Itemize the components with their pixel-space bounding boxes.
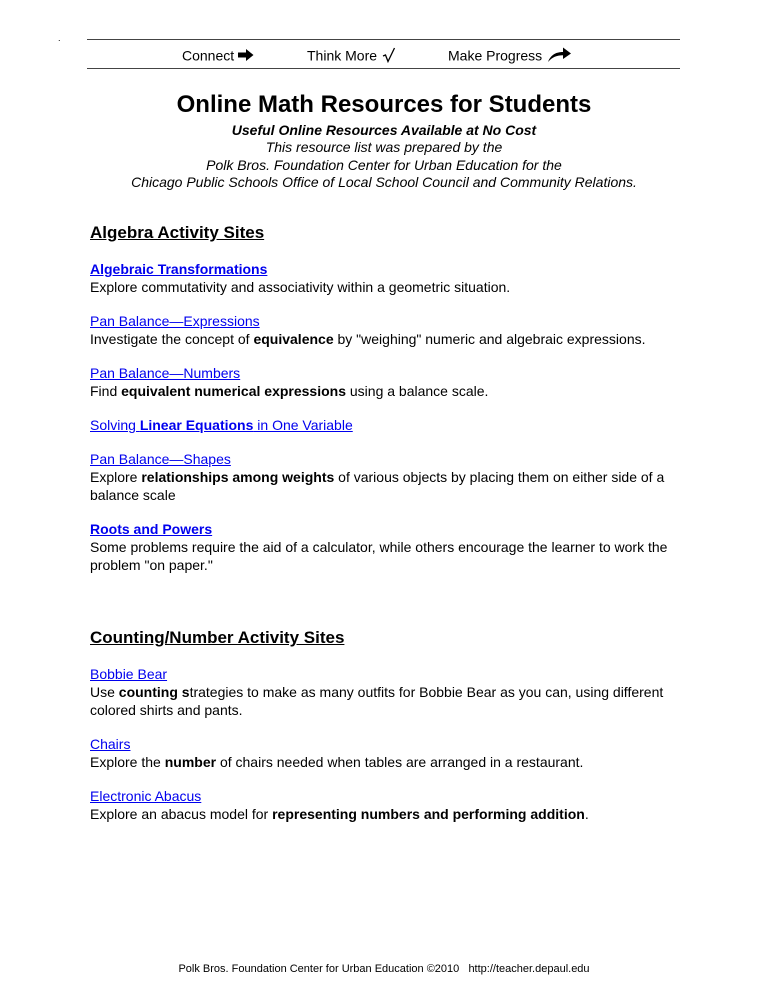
description-text: using a balance scale. [346,383,489,399]
description-text: Some problems require the aid of a calculator, while others encourage the learner to work the problem "on paper." [90,539,668,573]
check-root-icon [381,47,397,63]
resource-description [90,468,690,504]
resource-description [90,683,690,719]
resource-link-text: Pan Balance—Expressions [90,313,260,329]
page-footer: Polk Bros. Foundation Center for Urban Education ©2010 http://teacher.depaul.edu [178,963,590,975]
resource-link[interactable] [90,521,212,537]
resource-link-text: Bobbie Bear [90,666,168,682]
resource-link[interactable] [90,666,167,682]
resource-link-text: Pan Balance—Shapes [90,451,231,467]
section-title: Counting/Number Activity Sites [90,628,345,647]
banner-think-more [307,46,397,63]
top-banner [87,39,680,69]
banner-make-progress [448,46,572,64]
description-text: . [584,806,589,822]
resource-link-text: Pan Balance—Numbers [90,365,241,381]
resource-link-text: Roots and Powers [90,521,213,537]
resource-link[interactable] [90,417,353,433]
resource-description [90,330,690,348]
description-text: of various objects by placing them on either side of a balance scale [90,469,665,503]
banner-make-progress-label: Make Progress [448,47,543,64]
resource-description [90,278,690,296]
description-text: Use [90,684,119,700]
resource-entry [90,735,690,771]
resource-link-text: in One Variable [253,417,353,433]
resource-entry [90,665,690,719]
banner-connect [182,46,254,63]
description-emphasis: number [164,754,217,770]
description-emphasis: equivalent numerical expressions [121,383,346,399]
prepared-by-line-3: Chicago Public Schools Office of Local School Council and Community Relations. [131,174,637,190]
resource-link[interactable] [90,261,267,277]
resource-link[interactable] [90,451,231,467]
page-title: Online Math Resources for Students [176,91,592,118]
description-emphasis: counting s [118,684,190,700]
description-text: Explore an abacus model for [90,806,273,822]
description-text: Explore [90,469,142,485]
prepared-by-line-1: This resource list was prepared by the [265,139,503,155]
resource-link[interactable] [90,365,240,381]
banner-connect-label: Connect [182,47,235,64]
resource-description [90,538,690,574]
resource-link-text: Solving [90,417,140,433]
description-text: Explore commutativity and associativity within a geometric situation. [90,279,511,295]
resource-list [90,222,690,839]
description-emphasis: relationships among weights [141,469,335,485]
resource-link[interactable] [90,788,201,804]
section-title: Algebra Activity Sites [90,223,265,242]
resource-link-text: Electronic Abacus [90,788,202,804]
page-header [0,90,768,192]
resource-description [90,382,690,400]
resource-description [90,753,690,771]
resource-link-text: Chairs [90,736,131,752]
resource-entry [90,520,690,574]
description-text: Explore the [90,754,165,770]
description-emphasis: representing numbers and performing addition [272,806,585,822]
resource-description [90,805,690,823]
section-spacer [90,590,690,627]
right-arrow-icon [238,49,254,61]
resource-link[interactable] [90,736,130,752]
description-text: by "weighing" numeric and algebraic expressions. [333,331,646,347]
resource-link[interactable] [90,313,260,329]
description-text: of chairs needed when tables are arranged in a restaurant. [216,754,584,770]
curved-arrow-icon [546,46,572,64]
resource-entry [90,416,690,434]
resource-entry [90,260,690,296]
resource-entry [90,312,690,348]
resource-entry [90,787,690,823]
banner-think-more-label: Think More [307,47,378,64]
description-text: Find [90,383,122,399]
resource-link-text: Linear Equations [139,417,254,433]
description-emphasis: equivalence [253,331,334,347]
page-mark: . [58,33,61,43]
description-text: Investigate the concept of [90,331,254,347]
resource-entry [90,450,690,504]
prepared-by-line-2: Polk Bros. Foundation Center for Urban Education for the [206,156,562,173]
resource-entry [90,364,690,400]
page-subtitle: Useful Online Resources Available at No Cost [231,122,537,138]
resource-link-text: Algebraic Transformations [90,261,268,277]
description-text: trategies to make as many outfits for Bobbie Bear as you can, using different colored shirts and pants. [90,684,664,718]
